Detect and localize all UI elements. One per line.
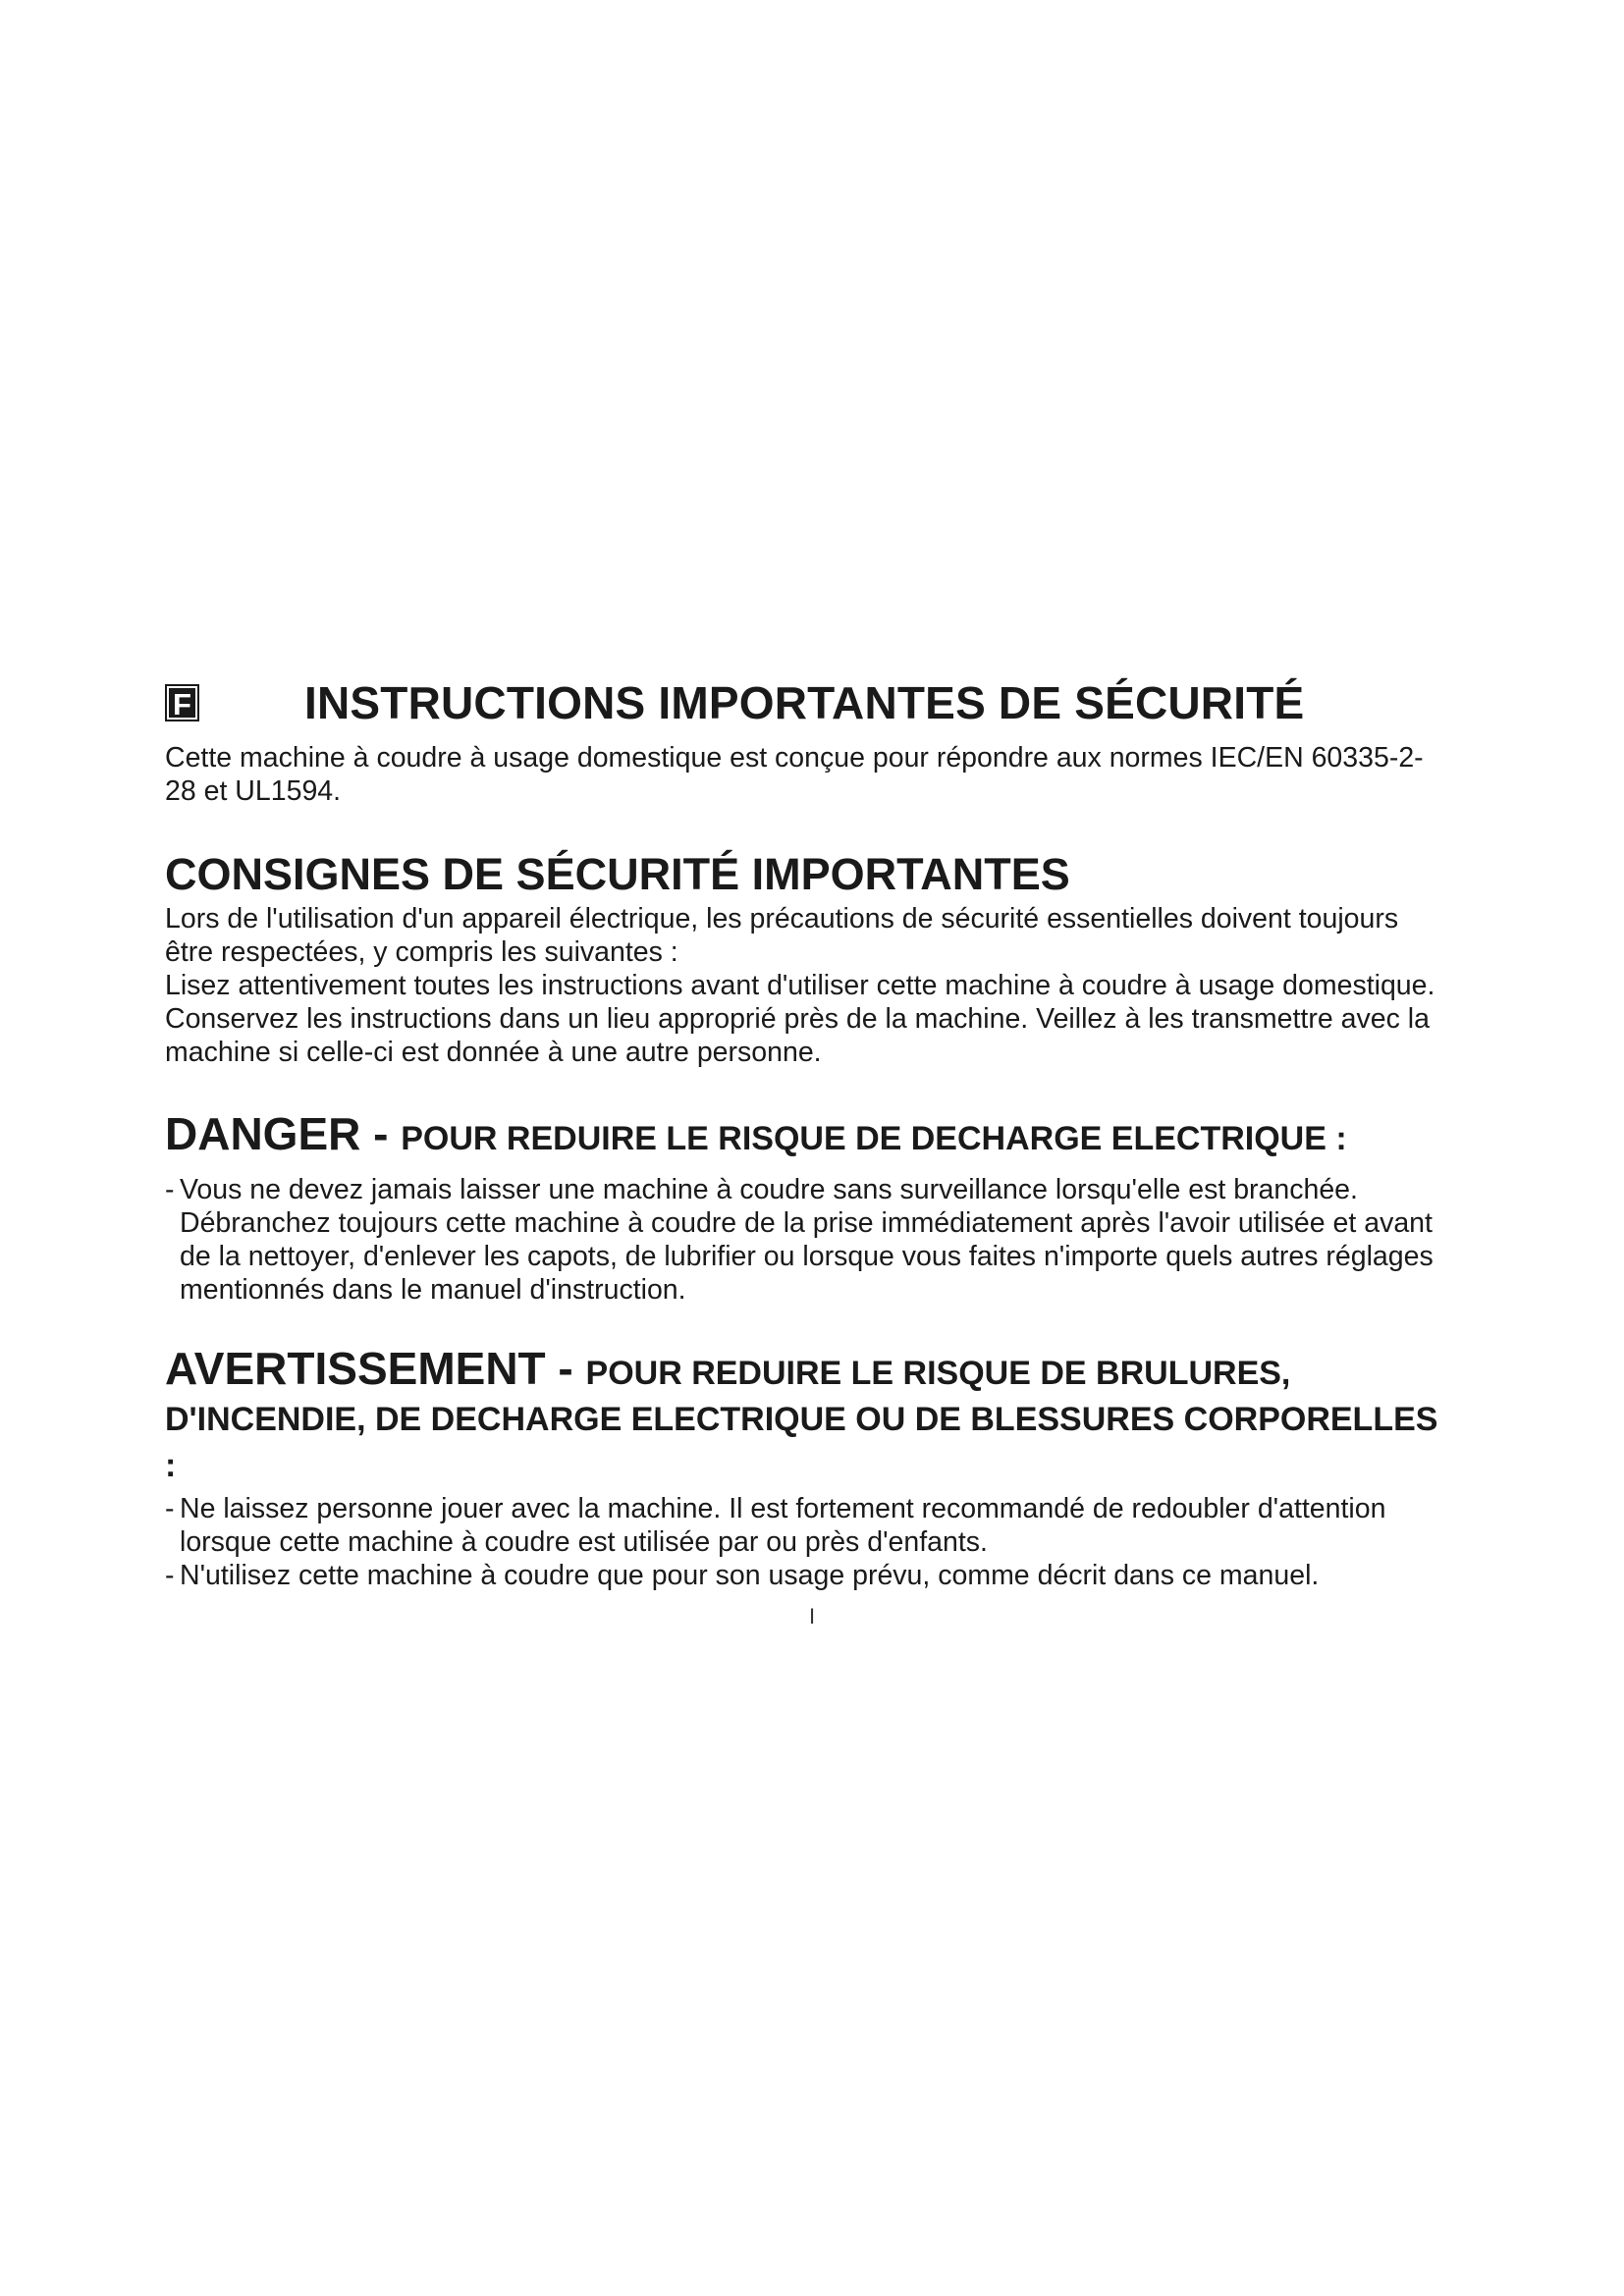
avertissement-item-2-text: N'utilisez cette machine à coudre que pour son usage prévu, comme décrit dans ce manuel. xyxy=(180,1560,1320,1591)
bullet-dash: - xyxy=(165,1174,175,1205)
danger-item-text: Vous ne devez jamais laisser une machine à coudre sans surveillance lorsqu'elle est branchée. Débranchez toujours cette machine à coudre de la prise immédiatement après l'avoir utilisée et avant de la nettoyer, d'enlever les capots, de lubrifier ou lorsque vous faites n'importe quels autres réglages mentionnés dans le manuel d'instruction. xyxy=(180,1174,1434,1306)
danger-label: DANGER - xyxy=(165,1108,402,1159)
avertissement-item-2 xyxy=(165,1559,1451,1592)
consignes-paragraph-1: Lors de l'utilisation d'un appareil électrique, les précautions de sécurité essentielles doivent toujours être respectées, y compris les suivantes : xyxy=(165,903,1399,968)
danger-subheading: POUR REDUIRE LE RISQUE DE DECHARGE ELECTRIQUE : xyxy=(401,1120,1347,1157)
avertissement-subheading: POUR REDUIRE LE RISQUE DE BRULURES, D'INCENDIE, DE DECHARGE ELECTRIQUE OU DE BLESSURES CORPORELLES : xyxy=(165,1355,1438,1484)
title-row xyxy=(165,672,1451,733)
bullet-dash: - xyxy=(165,1493,175,1524)
consignes-heading: CONSIGNES DE SÉCURITÉ IMPORTANTES xyxy=(165,849,1070,899)
avertissement-item-1 xyxy=(165,1492,1451,1559)
safety-instructions-section xyxy=(165,672,1451,1592)
page-number: I xyxy=(808,1604,816,1629)
avertissement-heading xyxy=(165,1344,1451,1492)
intro-paragraph: Cette machine à coudre à usage domestique est conçue pour répondre aux normes IEC/EN 60335-2-28 et UL1594. xyxy=(165,742,1424,807)
page-title: INSTRUCTIONS IMPORTANTES DE SÉCURITÉ xyxy=(304,677,1305,728)
avertissement-item-1-text: Ne laissez personne jouer avec la machine. Il est fortement recommandé de redoubler d'attention lorsque cette machine à coudre est utilisée par ou près d'enfants. xyxy=(180,1493,1386,1558)
consignes-paragraph-2: Lisez attentivement toutes les instructions avant d'utiliser cette machine à coudre à usage domestique. Conservez les instructions dans un lieu approprié près de la machine. Veillez à les transmettre avec la machine si celle-ci est donnée à une autre personne. xyxy=(165,970,1435,1068)
language-badge: F xyxy=(165,684,199,721)
danger-heading xyxy=(165,1106,1451,1173)
danger-item xyxy=(165,1173,1451,1307)
bullet-dash: - xyxy=(165,1560,175,1591)
avertissement-label: AVERTISSEMENT - xyxy=(165,1343,586,1394)
